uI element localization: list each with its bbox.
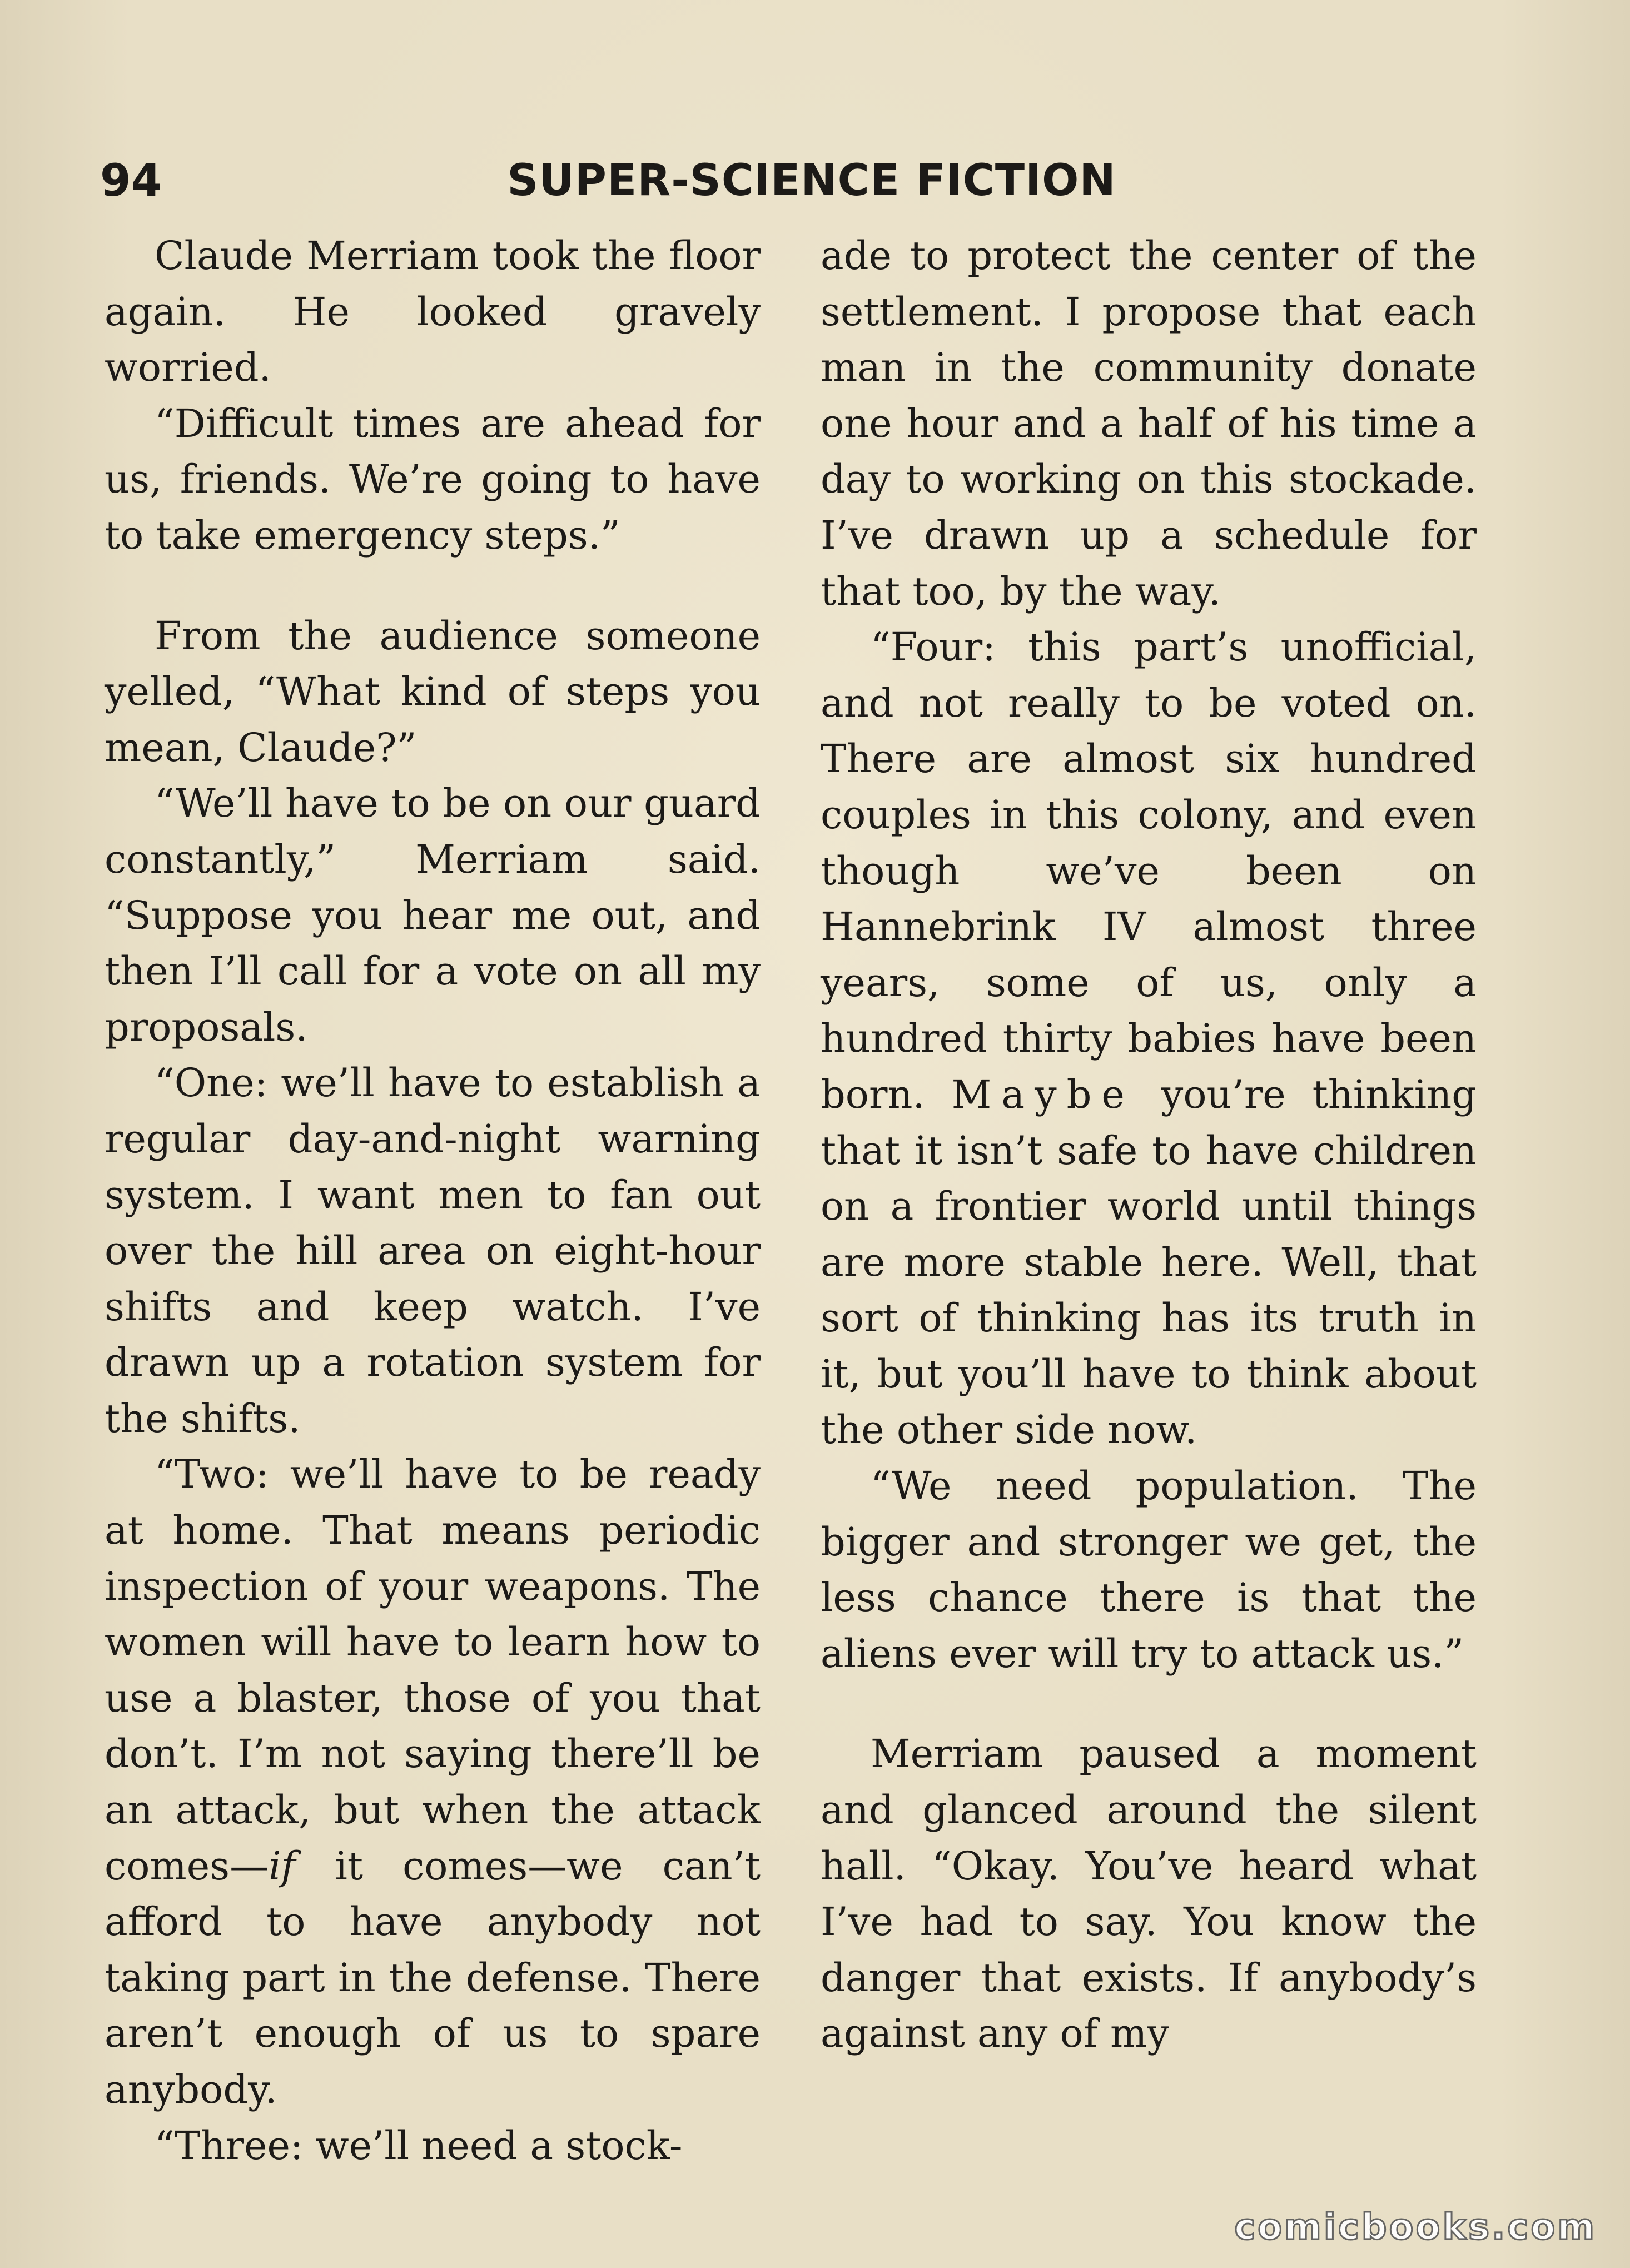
text-run: “Two: we’ll have to be ready at home. That means periodic inspection of your weapons. The women will have to learn how to use a blaster, those of you that don’t. I’m not saying there’ll be an attack, but when the attack comes— — [105, 1451, 761, 1889]
paragraph: “We need population. The bigger and stronger we get, the less chance there is that the aliens ever will try to attack us.” — [821, 1463, 1477, 1677]
left-column — [105, 228, 761, 2174]
page-number: 94 — [100, 155, 162, 206]
spaced-word: Maybe — [951, 1071, 1135, 1117]
paragraph: “Three: we’ll need a stock- — [155, 2122, 683, 2168]
paragraph: Merriam paused a moment and glanced around the silent hall. “Okay. You’ve heard what I’ve had to say. You know the danger that exists. If anybody’s against any of my — [821, 1731, 1477, 2057]
paragraph: “One: we’ll have to establish a regular day-and-night warning system. I want men to fan out over the hill area on eight-hour shifts and keep watch. I’ve drawn up a rotation system for the shifts. — [105, 1060, 761, 1441]
text-run: it comes—we can’t afford to have anybody not taking part in the defense. There aren’t enough of us to spare anybody. — [105, 1843, 761, 2112]
paragraph: Claude Merriam took the floor again. He looked gravely worried. — [105, 233, 761, 391]
paragraph — [821, 619, 1477, 1458]
text-run: you’re thinking that it isn’t safe to have children on a frontier world until things are more stable here. Well, that sort of thinking has its truth in it, but you’ll have to think about the other side now. — [821, 1071, 1477, 1453]
watermark: comicbooks.com — [1234, 2207, 1597, 2248]
text-run: “Four: this part’s unofficial, and not really to be voted on. There are almost six hundred couples in this colony, and even though we’ve been on Hannebrink IV almost three years, some of us, only a hundred thirty babies have been born. — [821, 624, 1477, 1117]
paragraph — [105, 1446, 761, 2117]
paragraph: “We’ll have to be on our guard constantly,” Merriam said. “Suppose you hear me out, and then I’ll call for a vote on all my proposals. — [105, 780, 761, 1050]
italic-word: if — [269, 1843, 296, 1889]
paragraph: “Difficult times are ahead for us, friends. We’re going to have to take emergency steps.” — [105, 400, 761, 558]
paragraph: ade to protect the center of the settlement. I propose that each man in the community donate one hour and a half of his time a day to working on this stockade. I’ve drawn up a schedule for that too, by the way. — [821, 233, 1477, 614]
paragraph: From the audience someone yelled, “What kind of steps you mean, Claude?” — [105, 613, 761, 770]
right-column — [821, 228, 1477, 2062]
page-header — [100, 150, 1523, 211]
running-title: SUPER-SCIENCE FICTION — [507, 156, 1116, 206]
